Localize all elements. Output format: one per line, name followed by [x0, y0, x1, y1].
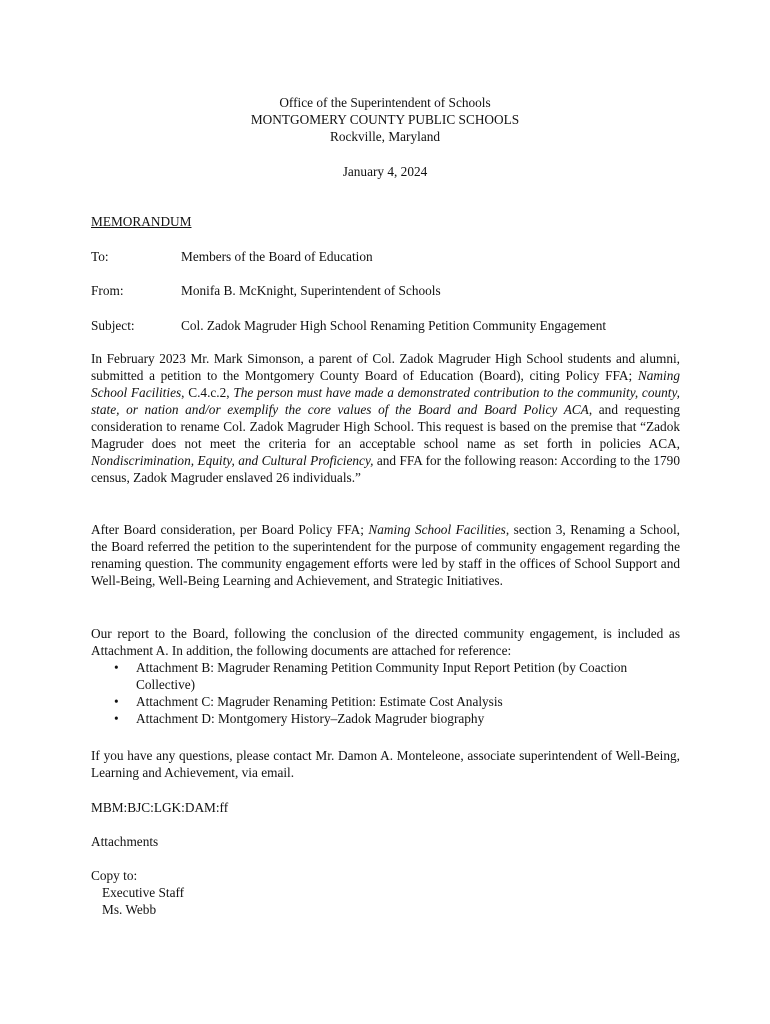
para1-text-4: and FFA for the following reason: According to the 1790 census, Zadok Magruder enslaved 26 individuals.”: [91, 453, 680, 485]
from-value: Monifa B. McKnight, Superintendent of Schools: [181, 283, 441, 298]
list-item: • Attachment C: Magruder Renaming Petition: Estimate Cost Analysis: [91, 693, 680, 710]
subject-value: Col. Zadok Magruder High School Renaming Petition Community Engagement: [181, 318, 607, 333]
initials-line: MBM:BJC:LGK:DAM:ff: [91, 800, 229, 815]
from-row: [91, 282, 691, 299]
copy-to-block: [91, 867, 184, 918]
from-label: From:: [91, 283, 124, 298]
list-item: • Attachment D: Montgomery History–Zadok Magruder biography: [91, 710, 680, 727]
to-label: To:: [91, 249, 109, 264]
subject-label: Subject:: [91, 318, 135, 333]
paragraph-contact: If you have any questions, please contact Mr. Damon A. Monteleone, associate superintendent of Well-Being, Learning and Achievement, via email.: [91, 748, 680, 780]
district-line: MONTGOMERY COUNTY PUBLIC SCHOOLS: [250, 112, 520, 127]
copy-to-recipient: Ms. Webb: [102, 902, 157, 917]
to-row: [91, 248, 691, 265]
list-item: • Attachment B: Magruder Renaming Petition Community Input Report Petition (by Coaction Collective): [91, 659, 680, 693]
para1-text-3: , and requesting consideration to rename Col. Zadok Magruder High School. This request is based on the premise that “Zadok Magruder does not meet the criteria for an acceptable school name as set forth in policies ACA,: [91, 402, 681, 451]
copy-to-label: Copy to:: [91, 868, 138, 883]
location-line: Rockville, Maryland: [329, 129, 441, 144]
subject-row: [91, 317, 691, 334]
memorandum-heading: MEMORANDUM: [91, 214, 192, 229]
paragraph-board-consideration: [91, 521, 680, 589]
memo-date: January 4, 2024: [342, 164, 428, 179]
letterhead: [0, 94, 770, 145]
para1-italic-1: Naming School Facilities: [91, 368, 680, 400]
para1-italic-2: The person must have made a demonstrated contribution to the community, county, state, or nation and/or exemplify the core values of the Board and Board Policy ACA: [91, 385, 680, 417]
paragraph-report: Our report to the Board, following the conclusion of the directed community engagement, is included as Attachment A. In addition, the following documents are attached for reference:: [91, 626, 680, 658]
office-line: Office of the Superintendent of Schools: [279, 95, 491, 110]
para1-italic-3: Nondiscrimination, Equity, and Cultural Proficiency,: [91, 453, 374, 468]
attachment-list: [91, 659, 680, 727]
para2-text-1: After Board consideration, per Board Policy FFA;: [91, 522, 369, 537]
para2-italic-1: Naming School Facilities: [368, 522, 506, 537]
copy-to-recipient: Executive Staff: [102, 885, 185, 900]
to-value: Members of the Board of Education: [181, 249, 373, 264]
attachments-label: Attachments: [91, 834, 159, 849]
para2-text-2: , section 3, Renaming a School, the Board referred the petition to the superintendent for the purpose of community engagement regarding the renaming question. The community engagement efforts were led by staff in the offices of School Support and Well-Being, Well-Being Learning and Achievement, and Strategic Initiatives.: [91, 522, 680, 588]
paragraph-petition: [91, 350, 680, 486]
para1-text-2: , C.4.c.2,: [181, 385, 234, 400]
para1-text-1: In February 2023 Mr. Mark Simonson, a parent of Col. Zadok Magruder High School students and alumni, submitted a petition to the Montgomery County Board of Education (Board), citing Policy FFA;: [91, 351, 680, 383]
